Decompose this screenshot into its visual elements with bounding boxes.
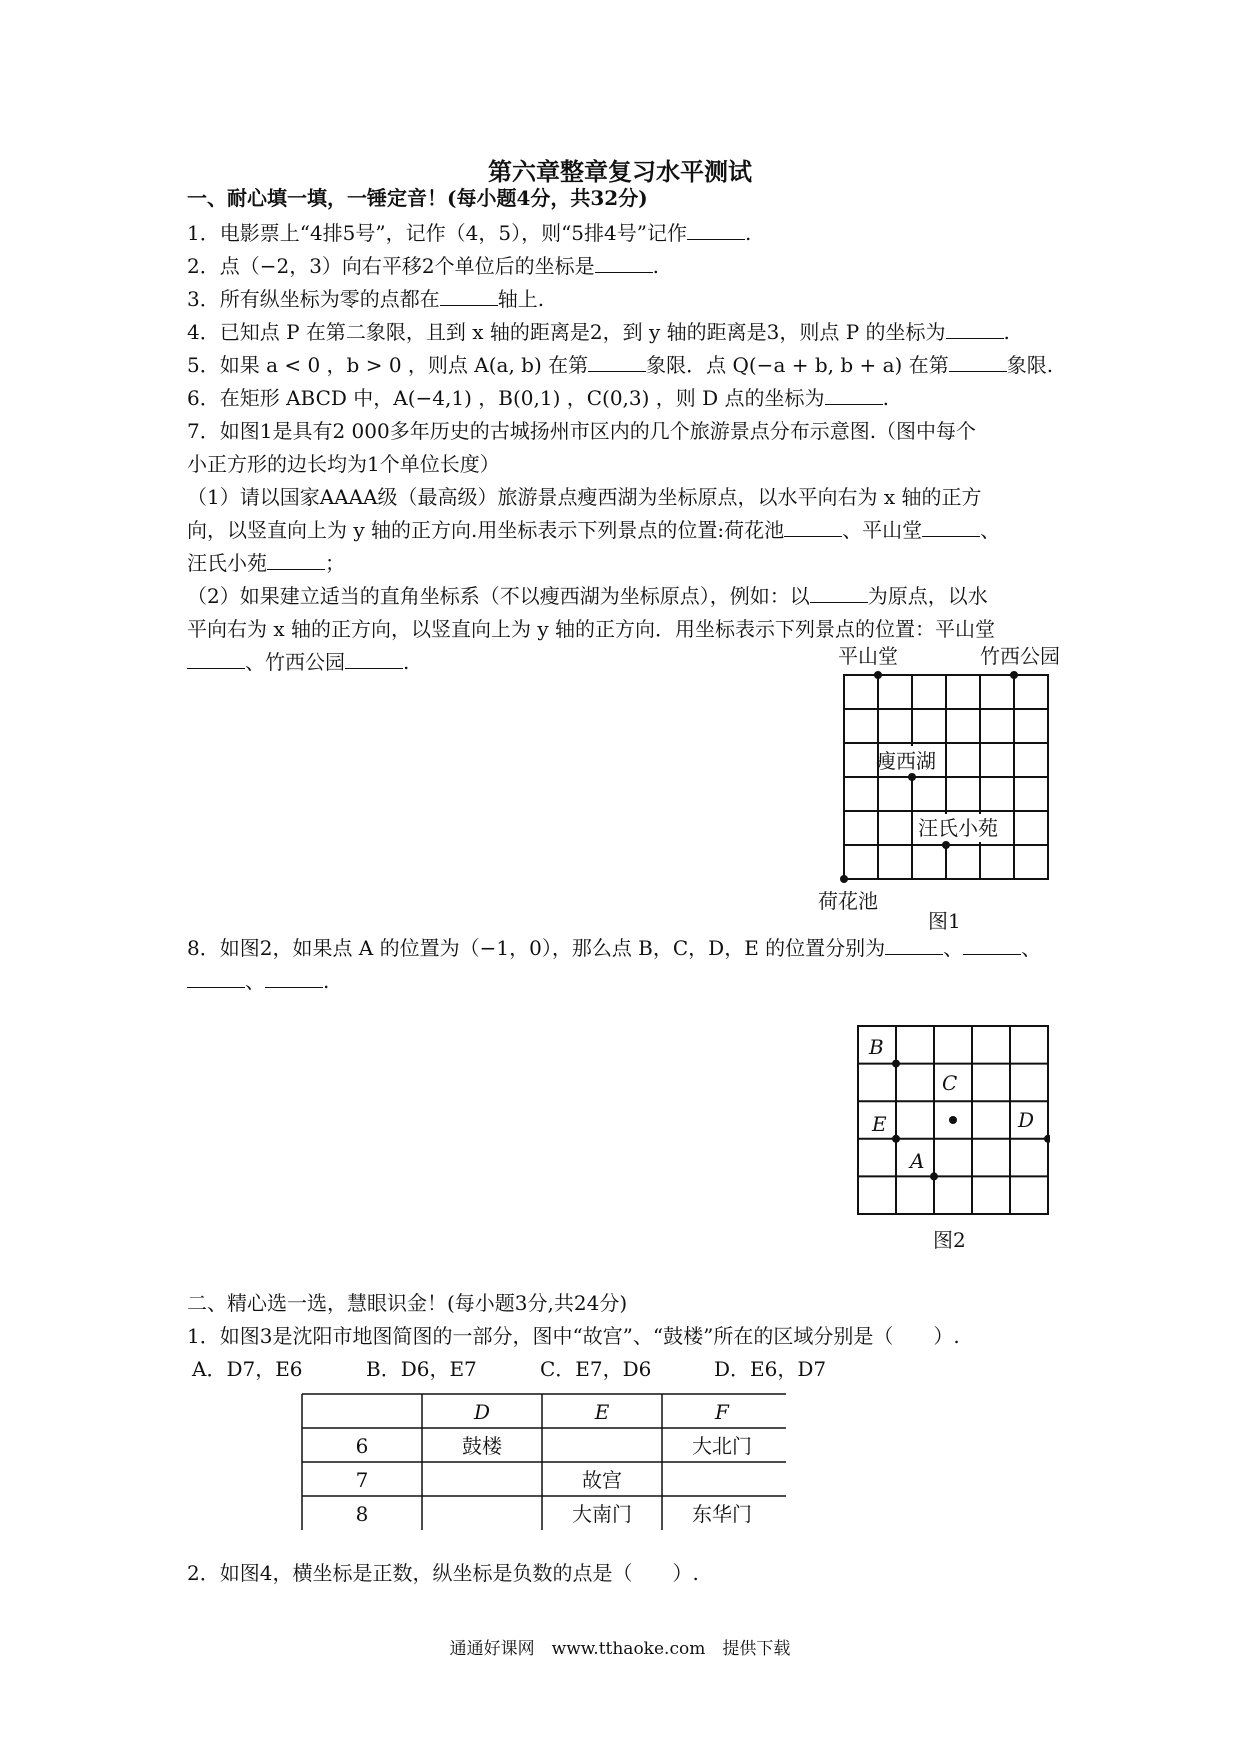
answer-blank[interactable] [440,305,498,306]
label-hehuachi: 荷花池 [818,889,878,913]
table-header-e: E [594,1400,610,1424]
point-wangshi [942,841,950,849]
point-hehuachi [840,875,848,883]
point-e [892,1135,900,1143]
table-header-f: F [715,1400,729,1424]
q1-4-end: . [1003,320,1010,344]
q1-6-text: 6．在矩形 ABCD 中，A(−4,1) ，B(0,1) ，C(0,3) ，则 D 点的坐标为 [187,386,825,410]
table-header-d: D [473,1400,491,1424]
q2-2-text: 2．如图4，横坐标是正数，纵坐标是负数的点是（ ）. [187,1561,699,1585]
q1-2-text: 2．点（−2，3）向右平移2个单位后的坐标是 [187,254,595,278]
answer-blank[interactable] [265,987,323,988]
q1-7-line4 [187,517,1000,543]
q1-8-sep: 、 [943,936,964,960]
table-cell: 大南门 [572,1502,632,1526]
label-a: A [910,1149,925,1173]
label-zhuxi: 竹西公园 [980,644,1060,668]
q1-5-mid: 象限．点 Q(−a + b, b + a) 在第 [646,353,949,377]
q1-7-line3: （1）请以国家AAAA级（最高级）旅游景点瘦西湖为坐标原点，以水平向右为 x 轴的正方 [187,485,982,509]
q1-6 [187,385,889,411]
q1-7-line4b: 、平山堂 [842,518,923,542]
answer-blank[interactable] [825,404,883,405]
answer-blank[interactable] [949,371,1007,372]
option-c[interactable]: C．E7，D6 [540,1357,652,1381]
section1-heading: 一、耐心填一填，一锤定音！(每小题4分，共32分) [187,186,648,210]
q1-3 [187,286,544,312]
point-b [892,1060,900,1068]
label-c: C [942,1071,958,1095]
label-e: E [872,1112,887,1136]
answer-blank[interactable] [187,987,245,988]
q1-7-line7: 平向右为 x 轴的正方向，以竖直向上为 y 轴的正方向．用坐标表示下列景点的位置：平山堂 [187,617,996,641]
answer-blank[interactable] [784,536,842,537]
option-d[interactable]: D．E6，D7 [714,1357,827,1381]
q1-8-end: . [323,969,330,993]
table-cell: 东华门 [692,1502,752,1526]
q1-4-text: 4．已知点 P 在第二象限，且到 x 轴的距离是2，到 y 轴的距离是3，则点 P 的坐标为 [187,320,946,344]
label-wangshi: 汪氏小苑 [918,816,998,840]
option-a[interactable]: A．D7，E6 [192,1357,303,1381]
q1-8-line2 [187,968,329,994]
q1-8-line1 [187,935,1041,961]
table-cell: 8 [355,1502,369,1526]
q1-8-sep: 、 [245,969,265,993]
answer-blank[interactable] [588,371,646,372]
table-cell: 大北门 [692,1434,752,1458]
answer-blank[interactable] [345,668,403,669]
answer-blank[interactable] [687,239,745,240]
label-pingshantang: 平山堂 [838,644,898,668]
point-shouxihu [908,773,916,781]
table-cell: 6 [355,1434,369,1458]
q1-3-post: 轴上. [497,287,545,311]
point-d [1044,1135,1050,1143]
q1-1-end: . [744,221,752,245]
q1-7-line6 [187,583,988,609]
answer-blank[interactable] [885,954,943,955]
q1-6-end: . [882,386,889,410]
table-cell: 7 [355,1468,369,1492]
point-zhuxi [1010,671,1018,679]
q1-7-line4a: 向，以竖直向上为 y 轴的正方向.用坐标表示下列景点的位置:荷花池 [187,518,785,542]
point-pingshantang [874,671,882,679]
q1-7-line5a: 汪氏小苑 [187,551,267,575]
table-cell: 故宫 [582,1468,622,1492]
q1-2-end: . [652,254,660,278]
figure-1-caption: 图1 [928,909,961,933]
q1-7-line1: 7．如图1是具有2 000多年历史的古城扬州市区内的几个旅游景点分布示意图.（图中每个 [187,419,977,443]
table-cell: 鼓楼 [462,1434,502,1458]
point-c [949,1116,957,1124]
q1-7-line8a: 、竹西公园 [245,650,345,674]
q1-8-text: 8．如图2，如果点 A 的位置为（−1，0），那么点 B，C，D，E 的位置分别为 [187,936,886,960]
q1-1 [187,220,751,246]
q1-4 [187,319,1010,345]
q1-3-pre: 3．所有纵坐标为零的点都在 [187,287,440,311]
page-title: 第六章整章复习水平测试 [488,157,752,186]
q1-5-pre: 5．如果 a < 0 ，b > 0 ，则点 A(a, b) 在第 [187,353,589,377]
q2-1-text: 1．如图3是沈阳市地图简图的一部分，图中“故宫”、“鼓楼”所在的区域分别是（ ）. [187,1324,960,1348]
figure-2-caption: 图2 [933,1228,966,1252]
section2-heading: 二、精心选一选，慧眼识金！(每小题3分,共24分) [187,1291,628,1315]
q1-7-line4c: 、 [980,518,1001,542]
q1-7-line8 [187,649,409,675]
answer-blank[interactable] [963,954,1021,955]
figure-1-grid [836,668,1056,883]
q1-7-line5b: ； [325,551,345,575]
option-b[interactable]: B．D6，E7 [366,1357,477,1381]
q1-1-text: 1．电影票上“4排5号”，记作（4，5），则“5排4号”记作 [187,221,687,245]
q1-7-line2: 小正方形的边长均为1个单位长度） [187,452,500,476]
q1-7-line5 [187,550,345,576]
q1-7-line6b: 为原点，以水 [867,584,988,608]
q1-7-line6a: （2）如果建立适当的直角坐标系（不以瘦西湖为坐标原点），例如：以 [187,584,810,608]
q1-2 [187,253,659,279]
q1-5 [187,352,1053,378]
q1-5-post: 象限. [1006,353,1054,377]
label-d: D [1018,1108,1035,1132]
q1-8-sep: 、 [1021,936,1042,960]
answer-blank[interactable] [267,569,325,570]
answer-blank[interactable] [595,272,653,273]
answer-blank[interactable] [810,602,868,603]
label-b: B [869,1035,884,1059]
label-shouxihu: 瘦西湖 [876,749,936,773]
page-footer: 通通好课网 www.tthaoke.com 提供下载 [449,1639,791,1659]
answer-blank[interactable] [922,536,980,537]
q1-7-line8b: . [403,650,410,674]
point-a [930,1172,938,1180]
answer-blank[interactable] [187,668,245,669]
answer-blank[interactable] [946,338,1004,339]
